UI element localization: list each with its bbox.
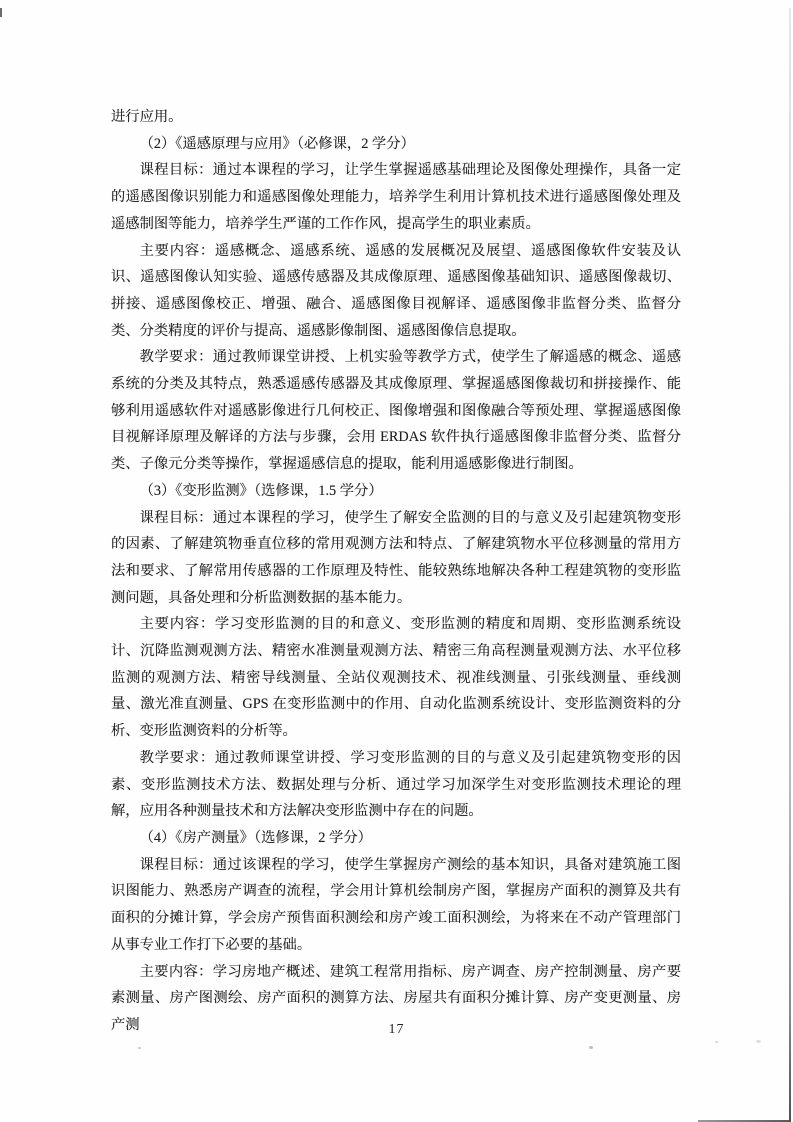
course-heading: （3）《变形监测》（选修课，1.5 学分） (139, 482, 383, 499)
scan-speck (756, 1040, 761, 1043)
scan-speck (589, 1046, 593, 1049)
body-paragraph: 教学要求：通过教师课堂讲授、学习变形监测的目的与意义及引起建筑物变形的因素、变形监测技术方法、数据处理与分析、通过学习加深学生对变形监测技术理论的理解，应用各种测量技术和方法解决变形监测中存在的问题。 (111, 749, 681, 820)
course-heading: （2）《遥感原理与应用》（必修课，2 学分） (139, 135, 415, 152)
scan-speck (138, 1047, 141, 1049)
course-heading: （4）《房产测量》（选修课，2 学分） (139, 829, 372, 846)
body-paragraph: 课程目标：通过该课程的学习，使学生掌握房产测绘的基本知识，具备对建筑施工图识图能力、熟悉房产调查的流程，学会用计算机绘制房产图，掌握房产面积的测算及共有面积的分摊计算，学会房产预售面积测绘和房产竣工面积测绘，为将来在不动产管理部门从事专业工作打下必要的基础。 (111, 856, 681, 953)
scan-speck (715, 1041, 718, 1043)
body-paragraph: 主要内容：学习房地产概述、建筑工程常用指标、房产调查、房产控制测量、房产要素测量、房产图测绘、房产面积的测算方法、房屋共有面积分摊计算、房产变更测量、房产测 (111, 963, 681, 1033)
body-paragraph: 课程目标：通过本课程的学习，使学生了解安全监测的目的与意义及引起建筑物变形的因素、了解建筑物垂直位移的常用观测方法和特点、了解建筑物水平位移测量的常用方法和要求、了解常用传感器的工作原理及特性、能较熟练地解决各种工程建筑物的变形监测问题，具备处理和分析监测数据的基本能力。 (111, 509, 681, 606)
scan-edge-right (789, 8, 791, 1122)
page-text (111, 104, 681, 1039)
body-paragraph: 进行应用。 (111, 109, 183, 125)
body-paragraph: 主要内容：遥感概念、遥感系统、遥感的发展概况及展望、遥感图像软件安装及认识、遥感图像认知实验、遥感传感器及其成像原理、遥感图像基础知识、遥感图像裁切、拼接、遥感图像校正、增强、融合、遥感图像目视解译、遥感图像非监督分类、监督分类、分类精度的评价与提高、遥感影像制图、遥感图像信息提取。 (111, 242, 681, 339)
scan-edge-left-mark (0, 8, 2, 17)
body-paragraph: 主要内容：学习变形监测的目的和意义、变形监测的精度和周期、变形监测系统设计、沉降监测观测方法、精密水准测量观测方法、精密三角高程测量观测方法、水平位移监测的观测方法、精密导线测量、全站仪观测技术、视准线测量、引张线测量、垂线测量、激光准直测量、GPS 在变形监测中的作用、自动化监测系统设计、变形监测资料的分析、变形监测资料的分析等。 (111, 616, 681, 740)
body-paragraph: 教学要求：通过教师课堂讲授、上机实验等教学方式，使学生了解遥感的概念、遥感系统的分类及其特点，熟悉遥感传感器及其成像原理、掌握遥感图像裁切和拼接操作、能够利用遥感软件对遥感影像进行几何校正、图像增强和图像融合等预处理、掌握遥感图像目视解译原理及解译的方法与步骤，会用 ERDAS 软件执行遥感图像非监督分类、监督分类、子像元分类等操作，掌握遥感信息的提取，能利用遥感影像进行制图。 (111, 349, 681, 473)
page-number: 17 (388, 1022, 405, 1037)
body-paragraph: 课程目标：通过本课程的学习，让学生掌握遥感基础理论及图像处理操作，具备一定的遥感图像识别能力和遥感图像处理能力，培养学生利用计算机技术进行遥感图像处理及遥感制图等能力，培养学生严谨的工作作风，提高学生的职业素质。 (111, 162, 681, 232)
